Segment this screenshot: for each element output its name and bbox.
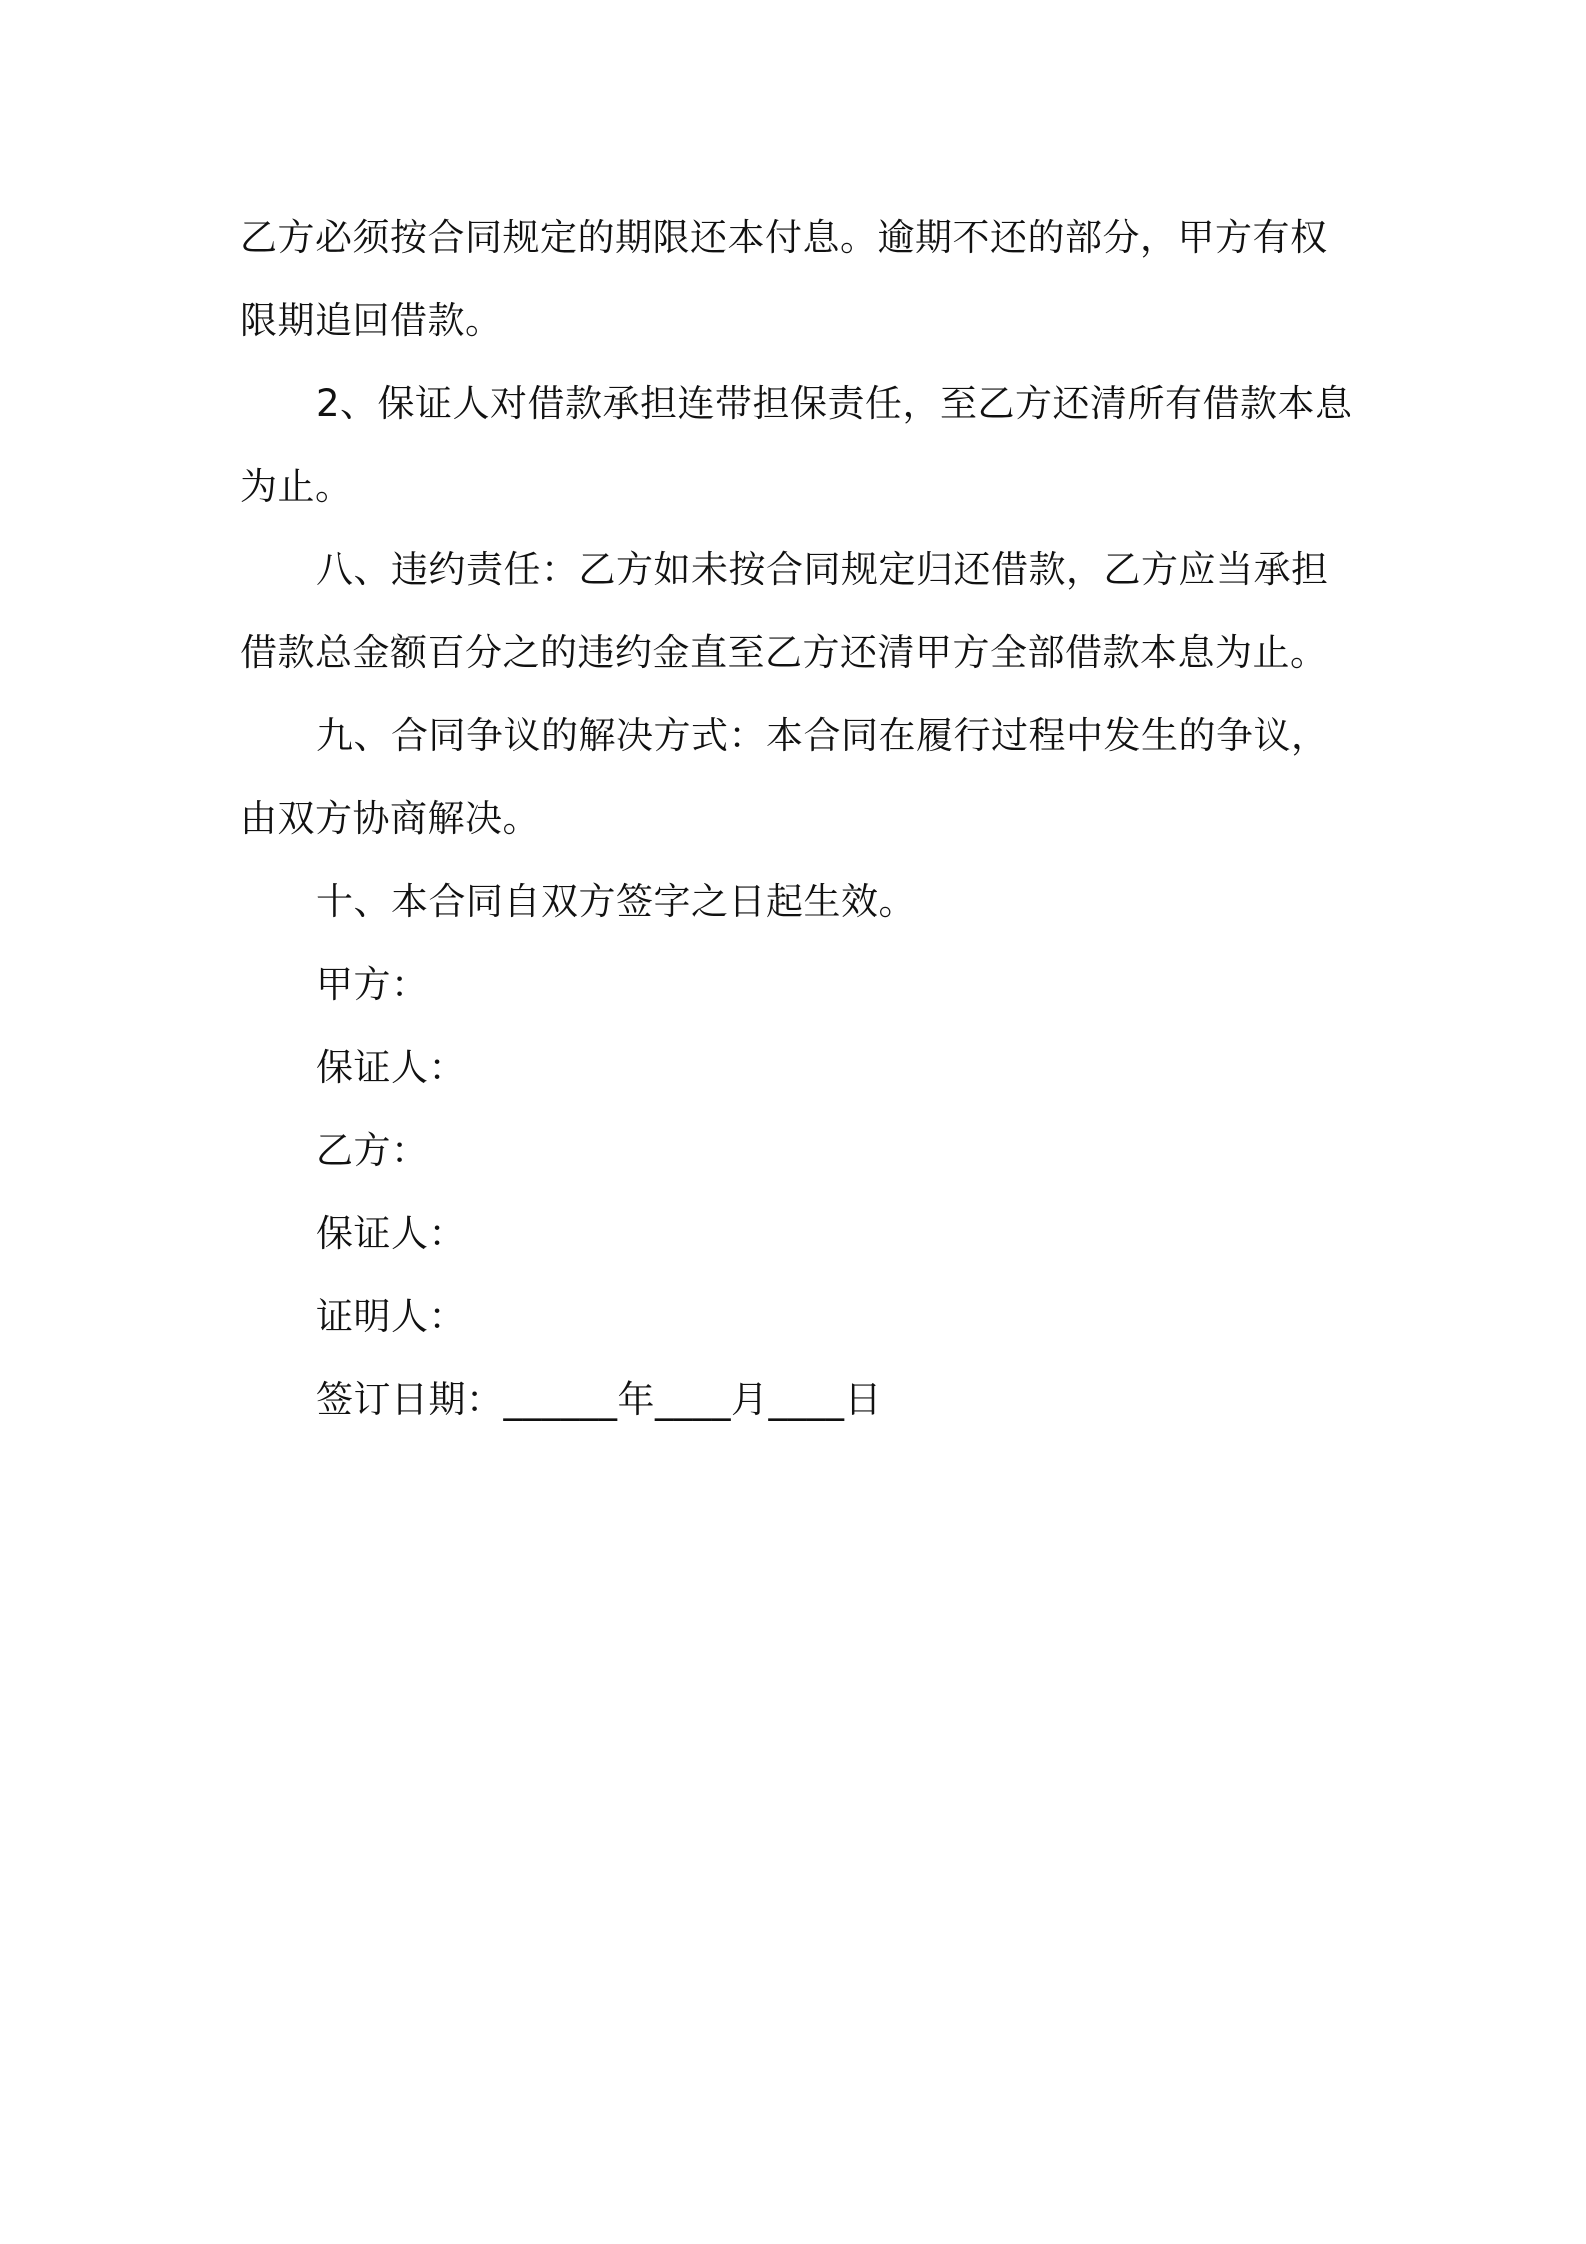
- paragraph-guarantee: 2、保证人对借款承担连带担保责任，至乙方还清所有借款本息为止。: [240, 382, 1353, 508]
- signature-witness: 证明人：: [316, 1295, 466, 1338]
- paragraph-effective-date: 十、本合同自双方签字之日起生效。: [316, 880, 916, 923]
- signing-date: 签订日期：______年____月____日: [316, 1378, 882, 1421]
- signature-guarantor-2: 保证人：: [316, 1212, 466, 1255]
- document-body: [240, 196, 1360, 1441]
- paragraph-repayment: 乙方必须按合同规定的期限还本付息。逾期不还的部分，甲方有权限期追回借款。: [240, 216, 1328, 342]
- signature-guarantor-1: 保证人：: [316, 1046, 466, 1089]
- paragraph-breach-liability: 八、违约责任：乙方如未按合同规定归还借款，乙方应当承担借款总金额百分之的违约金直至乙方还清甲方全部借款本息为止。: [240, 548, 1329, 674]
- signature-party-b: 乙方：: [316, 1129, 429, 1172]
- signature-party-a: 甲方：: [316, 963, 429, 1006]
- paragraph-dispute-resolution: 九、合同争议的解决方式：本合同在履行过程中发生的争议，由双方协商解决。: [240, 714, 1329, 840]
